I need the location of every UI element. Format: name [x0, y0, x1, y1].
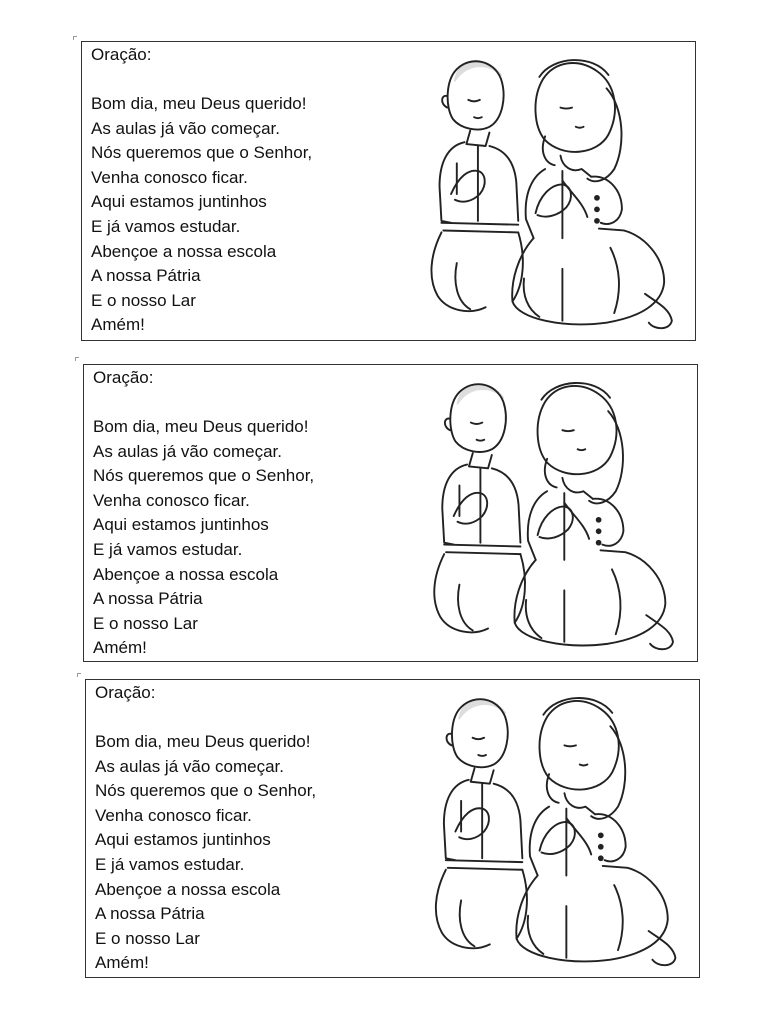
prayer-card-1 — [81, 41, 696, 341]
card-title: Oração: — [91, 45, 152, 64]
prayer-line: E já vamos estudar. — [95, 854, 245, 874]
prayer-lines — [93, 415, 314, 661]
card-title: Oração: — [93, 368, 154, 387]
prayer-line: Aqui estamos juntinhos — [93, 515, 269, 535]
prayer-line: A nossa Pátria — [93, 589, 203, 609]
children-praying-icon — [414, 373, 686, 659]
prayer-line: Venha conosco ficar. — [91, 167, 248, 187]
prayer-line: Abençoe a nossa escola — [95, 879, 281, 899]
prayer-line: Amém! — [95, 953, 149, 973]
prayer-line: E o nosso Lar — [91, 290, 196, 310]
prayer-card-2 — [83, 364, 698, 662]
prayer-line: Abençoe a nossa escola — [93, 564, 279, 584]
prayer-line: Venha conosco ficar. — [95, 805, 252, 825]
prayer-line: A nossa Pátria — [95, 904, 205, 924]
prayer-line: E o nosso Lar — [95, 928, 200, 948]
card-title: Oração: — [95, 683, 156, 702]
prayer-line: As aulas já vão começar. — [91, 118, 280, 138]
prayer-line: Nós queremos que o Senhor, — [93, 466, 315, 486]
prayer-line: As aulas já vão começar. — [93, 441, 282, 461]
prayer-line: E já vamos estudar. — [91, 216, 241, 236]
children-praying-icon — [412, 50, 684, 338]
prayer-line: Nós queremos que o Senhor, — [91, 143, 313, 163]
prayer-line: E já vamos estudar. — [93, 539, 243, 559]
prayer-line: Bom dia, meu Deus querido! — [91, 94, 307, 113]
prayer-line: E o nosso Lar — [93, 613, 198, 633]
prayer-line: Amém! — [93, 638, 147, 658]
prayer-line: Nós queremos que o Senhor, — [95, 781, 317, 801]
children-praying-icon — [416, 688, 688, 975]
prayer-line: Bom dia, meu Deus querido! — [93, 417, 309, 436]
prayer-line: Abençoe a nossa escola — [91, 241, 277, 261]
prayer-line: Aqui estamos juntinhos — [95, 830, 271, 850]
prayer-lines — [91, 92, 312, 338]
prayer-line: Venha conosco ficar. — [93, 490, 250, 510]
prayer-line: As aulas já vão começar. — [95, 756, 284, 776]
prayer-line: Amém! — [91, 315, 145, 335]
prayer-card-3 — [85, 679, 700, 978]
prayer-line: A nossa Pátria — [91, 266, 201, 286]
prayer-line: Aqui estamos juntinhos — [91, 192, 267, 212]
prayer-lines — [95, 730, 316, 976]
prayer-line: Bom dia, meu Deus querido! — [95, 732, 311, 751]
